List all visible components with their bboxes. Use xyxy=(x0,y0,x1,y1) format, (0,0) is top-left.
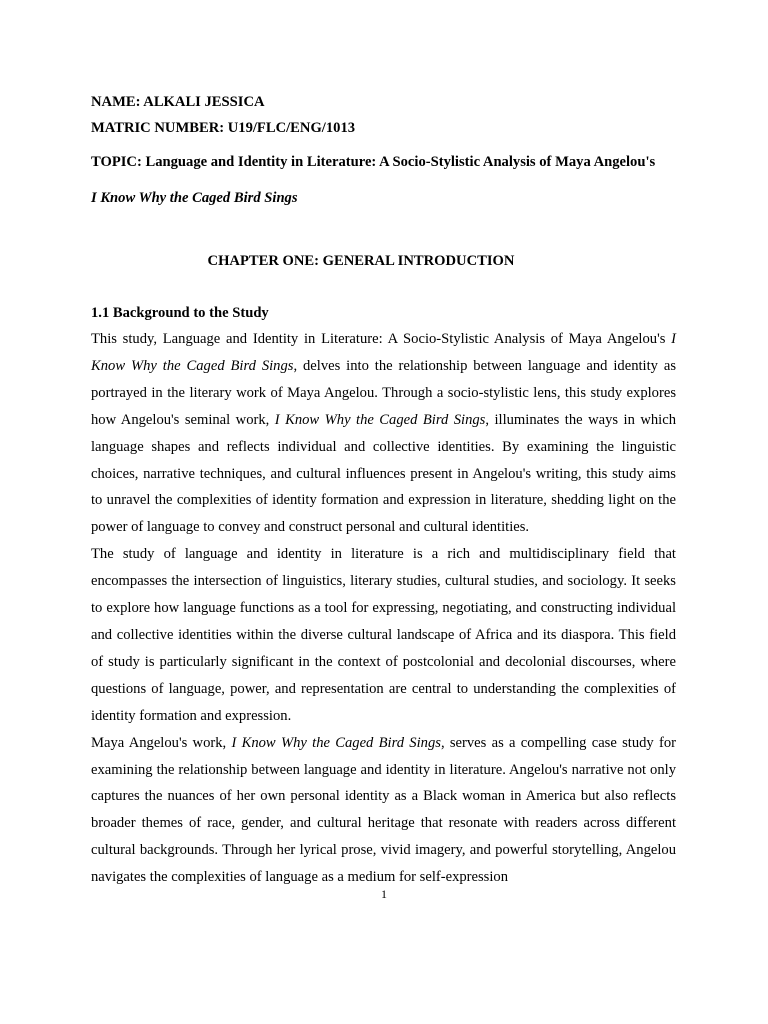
paragraph-1-book-title: I Know Why the Caged Bird Sings xyxy=(91,331,676,374)
paragraph-1-text-c: , delves into the relationship between language and identity as portrayed in the literary work of Maya Angelou. Through a socio-stylistic lens, this study explores how Angelou's seminal work, xyxy=(91,357,677,428)
paragraph-1-text-e: , illuminates the ways in which language shapes and reflects individual and collective identities. By examining the linguistic choices, narrative techniques, and cultural influences present in Angelou's writing, this study aims to unravel the complexities of identity formation and expression in literature, shedding light on the power of language to convey and construct personal and cultural identities. xyxy=(91,411,676,536)
paragraph-1-text-a: This study, Language and Identity in Literature: A Socio-Stylistic Analysis of Maya Angelou's xyxy=(91,331,672,347)
matric-number: MATRIC NUMBER: U19/FLC/ENG/1013 xyxy=(91,120,356,136)
paragraph-1 xyxy=(91,326,676,541)
paragraph-3-book-title: I Know Why the Caged Bird Sings xyxy=(231,734,441,751)
chapter-heading: CHAPTER ONE: GENERAL INTRODUCTION xyxy=(207,253,515,269)
topic-book-title: I Know Why the Caged Bird Sings xyxy=(91,190,298,206)
page-number: 1 xyxy=(381,887,387,901)
paragraph-3 xyxy=(91,730,676,891)
paragraph-2: The study of language and identity in literature is a rich and multidisciplinary field that encompasses the intersection of linguistics, literary studies, cultural studies, and sociology. It seeks to explore how language functions as a tool for expressing, negotiating, and constructing individual and collective identities within the diverse cultural landscape of Africa and its diaspora. This field of study is particularly significant in the context of postcolonial and decolonial discourses, where questions of language, power, and representation are central to understanding the complexities of identity formation and expression. xyxy=(91,546,676,724)
paragraph-3-text-c: , serves as a compelling case study for examining the relationship between language and identity in literature. Angelou's narrative not only captures the nuances of her own personal identity as a Black woman in America but also reflects broader themes of race, gender, and cultural heritage that resonate with readers across different cultural backgrounds. Through her lyrical prose, vivid imagery, and powerful storytelling, Angelou navigates the complexities of language as a medium for self-expression xyxy=(91,734,677,886)
document-body xyxy=(91,92,676,891)
student-name: NAME: ALKALI JESSICA xyxy=(91,94,265,110)
topic-line: TOPIC: Language and Identity in Literature: A Socio-Stylistic Analysis of Maya Angelou's xyxy=(91,154,656,170)
paragraph-3-text-a: Maya Angelou's work, xyxy=(91,734,232,751)
paragraph-1-book-title-2: I Know Why the Caged Bird Sings xyxy=(274,411,486,428)
section-heading: 1.1 Background to the Study xyxy=(91,305,269,321)
